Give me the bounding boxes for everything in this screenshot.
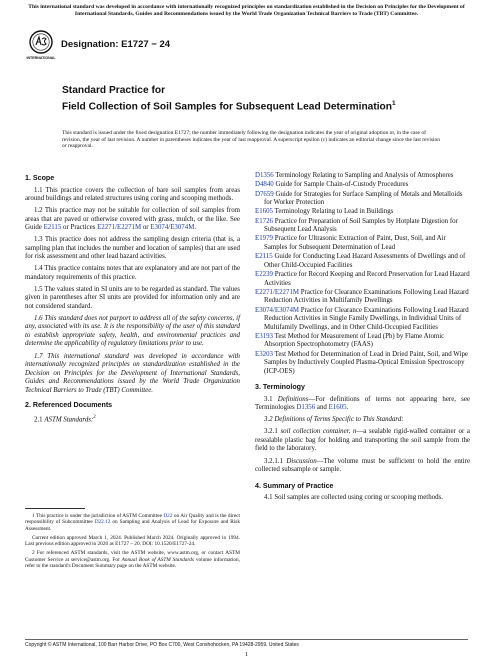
reference-code-link[interactable]: D7659	[255, 190, 274, 198]
reference-title: Test Method for Measurement of Lead (Pb) by Flame Atomic Absorption Spectrophotometry (FAAS)	[264, 332, 445, 349]
reference-item	[255, 218, 470, 235]
para-1-3: 1.3 This practice does not address the sampling design criteria (that is, a sampling plan that includes the number and location of samples) that are used for risk assessment and other lead hazard activities.	[25, 236, 240, 261]
reference-title: Practice for Clearance Examinations Following Lead Hazard Reduction Activities in Multifamily Dwellings	[264, 288, 469, 305]
bottom-rule	[25, 639, 468, 640]
para-3-2-1-def: —a sealable rigid-walled container or a resealable plastic bag for holding and transporting the soil sample from the field to the laboratory.	[255, 428, 470, 453]
para-3-1-text: —For definitions of terms not appearing here, see Terminologies	[255, 395, 470, 412]
para-3-2-1	[255, 428, 470, 454]
para-1-7: 1.7 This international standard was developed in accordance with internationally recognized principles on standardization established in the Decision on Principles for the Development of International Standards, Guides and Recommendations issued by the World Trade Organization Technical Barriers to Trade (TBT) Committee.	[25, 352, 240, 394]
international-standard-notice: This international standard was developed in accordance with internationally recognized principles on standardization established in the Decision on Principles for the Development of International Standards, Guides and Recommendations issued by the World Trade Organization Technical Barriers to Trade (TBT) Committee.	[28, 4, 465, 17]
scope-heading: 1. Scope	[25, 174, 55, 182]
footnote-1-text-a: 1 This practice is under the jurisdiction of ASTM Committee	[32, 513, 164, 519]
reference-code-link[interactable]: E2271/E2271M	[255, 288, 300, 296]
reference-code-link[interactable]: E1726	[255, 217, 273, 225]
title-main	[62, 98, 422, 114]
footnote-1-text-c: on Sampling and Analysis of Lead for Exposure and Risk Assessment.	[25, 519, 240, 532]
logo-text: INTERNATIONAL	[26, 56, 56, 60]
footnote-2-text-c: volume information, refer to the standard's Document Summary page on the ASTM website.	[25, 556, 240, 570]
para-3-2-1-num: 3.2.1	[264, 428, 281, 436]
reference-item	[255, 271, 470, 288]
terminology-heading: 3. Terminology	[255, 383, 305, 392]
para-3-2-1-1-label: Discussion	[286, 457, 317, 465]
para-3-2-1-1-text: —The volume must be sufficient to hold the entire collected subsample or sample.	[255, 457, 471, 474]
footnote-1	[25, 513, 240, 532]
link-d22-12[interactable]: D22.12	[94, 519, 111, 526]
title-main-text: Field Collection of Soil Samples for Subsequent Lead Determination	[62, 100, 393, 112]
reference-code-link[interactable]: E1605	[255, 208, 273, 216]
para-3-1-and: and	[315, 404, 329, 412]
reference-code-link[interactable]: E3193	[255, 332, 273, 340]
summary-heading: 4. Summary of Practice	[255, 481, 334, 490]
title-block	[62, 85, 422, 113]
designation: Designation: E1727 − 24	[61, 39, 171, 50]
reference-list	[255, 172, 470, 376]
para-2-1-label: ASTM Standards:	[44, 415, 94, 423]
para-3-1	[255, 396, 470, 413]
footnotes	[25, 508, 240, 572]
para-1-5: 1.5 The values stated in SI units are to be regarded as standard. The values given in parentheses after SI units are provided for information only and are not considered standard.	[25, 285, 240, 310]
footnote-2-text-a: 2 For referenced ASTM standards, visit the ASTM website, www.astm.org, or contact ASTM Customer Service at service@astm.org. For	[25, 550, 240, 563]
copyright: Copyright © ASTM International, 100 Barr Harbor Drive, PO Box C700, West Conshohocken, PA 19428-2959. United States	[25, 642, 299, 648]
para-2-1	[25, 414, 240, 425]
reference-item	[255, 307, 470, 333]
reference-title: Test Method for Determination of Lead in Dried Paint, Soil, and Wipe Samples by Inductively Coupled Plasma-Optical Emission Spectroscopy (ICP-OES)	[264, 350, 468, 375]
para-1-2-text-d: .	[194, 224, 197, 232]
para-3-1-end: .	[346, 404, 349, 412]
footnote-2	[25, 550, 240, 569]
link-e2115[interactable]: E2115	[43, 224, 62, 232]
reference-title: Practice for Clearance Examinations Following Lead Hazard Reduction Activities in Single Family Dwellings, in Individual Units of Multifamily Dwellings, and in Other Child-Occupied Facilities	[264, 306, 469, 331]
reference-code-link[interactable]: D1356	[255, 172, 274, 179]
link-e2271[interactable]: E2271/E2271M	[97, 224, 142, 232]
reference-title: Practice for Record Keeping and Record Preservation for Lead Hazard Activities	[264, 271, 470, 287]
title-line1: Standard Practice for	[62, 85, 166, 96]
reference-code-link[interactable]: E2239	[255, 271, 273, 279]
para-3-1-label: Definitions	[277, 395, 309, 403]
reference-title: Guide for Sample Chain-of-Custody Procedures	[273, 181, 409, 189]
reference-title: Terminology Relating to Lead in Buildings	[273, 208, 394, 216]
link-d1356[interactable]: D1356	[296, 404, 316, 412]
para-1-2	[25, 207, 240, 233]
reference-title: Practice for Preparation of Soil Samples by Hotplate Digestion for Subsequent Lead Analysis	[264, 217, 458, 234]
reference-code-link[interactable]: E3203	[255, 350, 273, 358]
reference-title: Practice for Ultrasonic Extraction of Paint, Dust, Soil, and Air Samples for Subsequent Determination of Lead	[264, 235, 446, 251]
footnote-2-book: Annual Book of ASTM Standards	[121, 556, 194, 563]
para-4-1: 4.1 Soil samples are collected using coring or scooping methods.	[264, 494, 443, 502]
page-number: 1	[244, 651, 249, 658]
referenced-documents-heading: 2. Referenced Documents	[25, 401, 113, 410]
para-2-1-sup: 2	[93, 414, 96, 420]
para-1-4: 1.4 This practice contains notes that are explanatory and are not part of the mandatory requirements of this practice.	[25, 265, 240, 281]
para-3-2: 3.2 Definitions of Terms Specific to This Standard:	[264, 416, 404, 424]
reference-code-link[interactable]: E3074/E3074M	[255, 306, 300, 314]
reference-item	[255, 333, 470, 350]
para-1-2-text-c: or	[141, 224, 151, 232]
issued-statement: This standard is issued under the fixed designation E1727; the number immediately following the designation indicates the year of original adoption or, in the case of revision, the year of last revision. A number in parentheses indicates the year of last reapproval. A superscript epsilon (ε) indicates an editorial change since the last revision or reapproval.	[62, 130, 441, 150]
para-1-2-text-b: or Practices	[61, 224, 98, 232]
para-3-2-1-term: soil collection container, n	[280, 428, 357, 436]
footnote-rule	[25, 508, 85, 509]
reference-item	[255, 172, 470, 181]
reference-item	[255, 351, 470, 377]
footnote-1-edition: Current edition approved March 1, 2024. Published March 2024. Originally approved in 1994. Last previous edition approved in 2020 as E1727 – 20. DOI: 10.1520/E1727-24.	[25, 534, 240, 548]
footnote-1-text-b: on Air Quality and is the direct responsibility of Subcommittee	[25, 513, 240, 526]
reference-item	[255, 289, 470, 306]
para-1-2-text-a: 1.2 This practice may not be suitable for collection of soil samples from areas that are paved or otherwise covered with grass, mulch, or the like. See Guide	[25, 207, 240, 232]
left-column	[25, 174, 240, 428]
para-1-6: 1.6 This standard does not purport to address all of the safety concerns, if any, associated with its use. It is the responsibility of the user of this standard to establish appropriate safety, health, and environmental practices and determine the applicability of regulatory limitations prior to use.	[25, 314, 240, 348]
reference-item	[255, 208, 470, 217]
para-1-1: 1.1 This practice covers the collection of bare soil samples from areas around buildings and related structures using coring and scooping methods.	[25, 186, 240, 202]
para-3-2-1-1	[255, 458, 470, 475]
reference-title: Guide for Conducting Lead Hazard Assessments of Dwellings and of Other Child-Occupied Facilities	[264, 253, 466, 269]
reference-code-link[interactable]: E1979	[255, 235, 273, 243]
para-3-2-1-1-num: 3.2.1.1	[264, 457, 287, 465]
link-d22[interactable]: D22	[163, 513, 173, 519]
reference-title: Terminology Relating to Sampling and Analysis of Atmospheres	[273, 172, 454, 179]
para-3-1-num: 3.1	[264, 395, 278, 403]
reference-item	[255, 181, 470, 190]
reference-code-link[interactable]: D4840	[255, 181, 274, 189]
reference-title: Guide for Strategies for Surface Sampling of Metals and Metalloids for Worker Protection	[264, 190, 463, 207]
astm-logo	[28, 30, 54, 62]
reference-item	[255, 191, 470, 208]
link-e3074[interactable]: E3074/E3074M	[150, 224, 195, 232]
right-column	[255, 172, 470, 506]
reference-code-link[interactable]: E2115	[255, 253, 273, 261]
title-footnote-mark: 1	[392, 99, 396, 107]
reference-item	[255, 235, 470, 252]
link-e1605[interactable]: E1605	[328, 404, 347, 412]
para-2-1-num: 2.1	[34, 415, 45, 423]
reference-item	[255, 253, 470, 270]
